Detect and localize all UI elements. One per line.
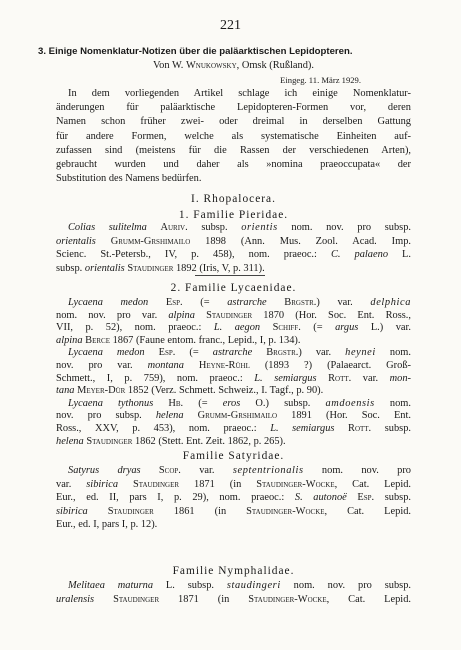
text-run: Ross., XXV, p. 453), nom. praeoc.: (56, 423, 271, 434)
taxon-name: staudingeri (226, 580, 281, 591)
text-run: L. subsp. (153, 580, 227, 591)
author-ref: Esp. (165, 297, 183, 308)
taxon-name: eros (222, 397, 241, 409)
text-run: nom. (374, 397, 411, 409)
taxon-name: sibirica (56, 505, 88, 517)
text-line: Substitution des Namens bedürfen. (56, 173, 202, 185)
entry-line (56, 310, 411, 322)
taxon-name: Satyrus dryas (68, 465, 141, 476)
text-run: 1891 (Hor. Soc. Ent. (277, 410, 411, 422)
text-run (145, 347, 159, 358)
text-run: 1852 (Verz. Schmett. Schweiz., I. Tagf., p. 90). (125, 385, 324, 397)
text-run: nom. nov. pro subsp. (280, 580, 411, 591)
text-run: VII, p. 52), nom. praeoc.: (56, 322, 214, 334)
author-ref: Grumm-Grshimailo (197, 410, 278, 422)
family-heading-satyridae: Familie Satyridae. (182, 450, 285, 462)
text-run: nom. (375, 347, 411, 359)
taxon-name: tana (56, 385, 75, 397)
text-run (267, 297, 285, 308)
text-run (147, 222, 161, 233)
entry-line (56, 385, 411, 397)
text-run: 1870 (Hor. Soc. Ent. Ross., (252, 309, 411, 321)
entry-line (56, 594, 411, 606)
entry-line (56, 322, 411, 334)
family-heading-nymphalidae: Familie Nymphalidae. (172, 565, 295, 577)
author-ref: Staudinger (127, 262, 174, 274)
family-heading-lycaenidae: 2. Familie Lycaenidae. (170, 282, 297, 294)
text-run: Scienc. St.-Petersb., IV, p. 458), nom. praeoc.: (56, 249, 331, 261)
text-run: L. (388, 249, 411, 261)
author-ref: Brgstr. (284, 297, 317, 308)
text-run: subsp. (187, 222, 242, 233)
text-run: O.) subsp. (240, 397, 326, 409)
taxon-name: astrarche (227, 297, 267, 308)
author-suffix: , Omsk (Rußland). (236, 60, 314, 71)
entry-line (56, 360, 411, 372)
text-run (153, 398, 168, 409)
taxon-name: sibirica (86, 478, 119, 490)
taxon-name: Lycaena medon (68, 297, 149, 308)
text-run (118, 479, 133, 490)
family-heading-pieridae: 1. Familie Pieridae. (178, 209, 289, 221)
author-ref: Brgstr. (266, 347, 299, 359)
taxon-name: astrarche (212, 347, 253, 359)
text-run (88, 506, 108, 517)
text-line: zufassen sind (meistens für die Rassen der verschiedenen Arten), (56, 144, 411, 156)
text-run: ) var. (316, 297, 371, 308)
author-ref: Staudinger (206, 309, 253, 321)
text-run: var. (351, 372, 390, 384)
text-run: Eur., ed. I, pars I, p. 12). (56, 519, 158, 531)
author-ref: Scop. (158, 465, 181, 476)
author-ref: Staudinger (107, 505, 154, 517)
taxon-name: heynei (345, 347, 376, 359)
author-ref: Staudinger (86, 435, 133, 447)
text-run: 1862 (Stett. Ent. Zeit. 1862, p. 265). (132, 435, 286, 447)
text-run: nov. pro subsp. (56, 410, 156, 422)
taxon-name: Colias sulitelma (68, 222, 147, 233)
entry-line (56, 519, 411, 531)
author-ref: Esp. (357, 492, 375, 504)
text-run (260, 322, 272, 333)
text-run: var. (180, 465, 233, 476)
entry-line (56, 436, 411, 448)
received-date: Eingeg. 11. März 1929. (280, 75, 361, 85)
author-ref: Rott. (328, 372, 352, 384)
text-run: , Cat. Lepid. (326, 593, 411, 605)
taxon-name: uralensis (56, 593, 95, 605)
text-run: (= (300, 322, 336, 334)
author-ref: Staudinger-Wocke (246, 505, 325, 517)
author-line (56, 60, 411, 72)
text-run (141, 465, 159, 476)
taxon-name: helena (155, 410, 184, 422)
text-run (94, 594, 113, 605)
text-run (184, 360, 199, 371)
entry-line (68, 297, 411, 309)
taxon-name: delphica (370, 297, 411, 308)
text-run: ) var. (298, 347, 346, 359)
author-ref: Staudinger-Wocke (248, 593, 327, 605)
taxon-name: montana (147, 360, 184, 371)
entry-line (68, 398, 411, 410)
text-run (317, 373, 329, 384)
entry-line (56, 492, 411, 504)
text-run: (1893 ?) (Palaearct. Groß- (249, 360, 411, 371)
text-run: (= (183, 397, 223, 409)
taxon-name: Melitaea maturna (68, 580, 154, 591)
text-run: 1898 (Ann. Mus. Zool. Acad. Imp. (190, 235, 411, 247)
entry-line (56, 335, 411, 347)
entry-line (56, 236, 411, 248)
entry-line (56, 479, 411, 491)
taxon-name: helena (56, 435, 84, 447)
author-ref: Meyer-Dür (77, 385, 126, 397)
taxon-name: alpina (56, 334, 83, 346)
text-run (195, 310, 206, 321)
divider (195, 275, 265, 276)
author-name: Wnukowsky (186, 60, 237, 71)
taxon-name: L. semiargus (254, 372, 317, 384)
taxon-name: amdoensis (325, 397, 375, 409)
text-run: (= (182, 297, 228, 308)
entry-line (56, 263, 411, 275)
text-line: Namen schon früher zwei- oder dreimal in derselben Gattung (56, 116, 411, 128)
text-run: subsp. (371, 423, 411, 434)
text-run: Eur., ed. II, pars I, p. 29), nom. praeoc.: (56, 492, 295, 504)
text-run (184, 410, 198, 421)
text-run: L.) var. (358, 322, 411, 334)
taxon-name: C. palaeno (330, 249, 389, 261)
taxon-name: L. aegon (213, 322, 261, 334)
text-run (96, 236, 111, 247)
entry-line (56, 373, 411, 385)
text-run: var. (56, 478, 87, 490)
text-run: 1867 (Faune entom. franc., Lepid., I, p. 134). (110, 334, 301, 346)
author-ref: Rott. (348, 423, 372, 434)
author-ref: Esp. (158, 347, 176, 359)
text-run (334, 423, 348, 434)
text-run: 1892 (Iris, V, p. 311). (173, 262, 265, 274)
taxon-name: L. semiargus (270, 423, 335, 434)
author-ref: Heyne-Rühl (198, 360, 250, 371)
taxon-name: orientis (241, 222, 278, 233)
text-line: für andere Formen, welche als systematische Einheiten auf- (56, 130, 411, 142)
article-title: 3. Einige Nomenklatur-Notizen über die paläarktischen Lepidopteren. (38, 46, 353, 57)
entry-line (68, 222, 411, 234)
taxon-name: mon- (389, 372, 411, 384)
text-run: 1861 (in (153, 505, 247, 517)
author-ref: Berce (85, 334, 110, 346)
taxon-name: alpina (168, 309, 195, 321)
taxon-name: orientalis (84, 262, 125, 274)
taxon-name: orientalis (56, 235, 96, 247)
section-heading: I. Rhopalocera. (191, 193, 276, 205)
author-ref: Staudinger (113, 593, 160, 605)
author-ref: Grumm-Grshimailo (110, 235, 191, 247)
text-run (148, 297, 166, 308)
text-run: Schmett., I, p. 759), nom. praeoc.: (56, 372, 255, 384)
text-line: In dem vorliegenden Artikel schlage ich einige Nomenklatur- (68, 88, 411, 99)
text-run: (= (175, 347, 213, 359)
entry-line (56, 423, 411, 435)
entry-line (56, 506, 411, 518)
page-number: 221 (220, 18, 241, 33)
text-run: 1871 (in (179, 478, 257, 490)
entry-line (68, 580, 411, 592)
author-ref: Auriv. (160, 222, 188, 233)
author-ref: Staudinger-Wocke (256, 478, 335, 490)
text-run: , Cat. Lepid. (334, 478, 411, 490)
entry-line (56, 410, 411, 422)
text-run: subsp. (56, 262, 85, 274)
taxon-name: septentrionalis (232, 465, 304, 476)
text-run: nov. pro var. (56, 360, 148, 371)
text-run: subsp. (374, 492, 411, 504)
text-run (347, 492, 358, 503)
text-run: nom. nov. pro (303, 465, 411, 476)
taxon-name: Lycaena medon (68, 347, 145, 359)
text-line: änderungen für paläarktische Lepidopteren-Formen vor, deren (56, 102, 411, 114)
author-ref: Staudinger (133, 478, 180, 490)
taxon-name: Lycaena tythonus (68, 397, 154, 409)
entry-line (56, 249, 411, 261)
text-run: , Cat. Lepid. (324, 505, 411, 517)
text-run: 1871 (in (159, 593, 249, 605)
text-run: nom. nov. pro subsp. (277, 222, 411, 233)
text-run: nom. nov. pro var. (56, 309, 169, 321)
author-ref: Schiff. (272, 322, 301, 334)
author-prefix: Von W. (152, 60, 186, 71)
text-run (252, 347, 266, 358)
taxon-name: S. autonoë (294, 492, 347, 504)
entry-line (68, 465, 411, 477)
text-line: gebraucht wurden und daher als »nomina praeoccupata« der (56, 159, 411, 170)
entry-line (68, 347, 411, 359)
taxon-name: argus (335, 322, 359, 334)
author-ref: Hb. (168, 397, 184, 409)
